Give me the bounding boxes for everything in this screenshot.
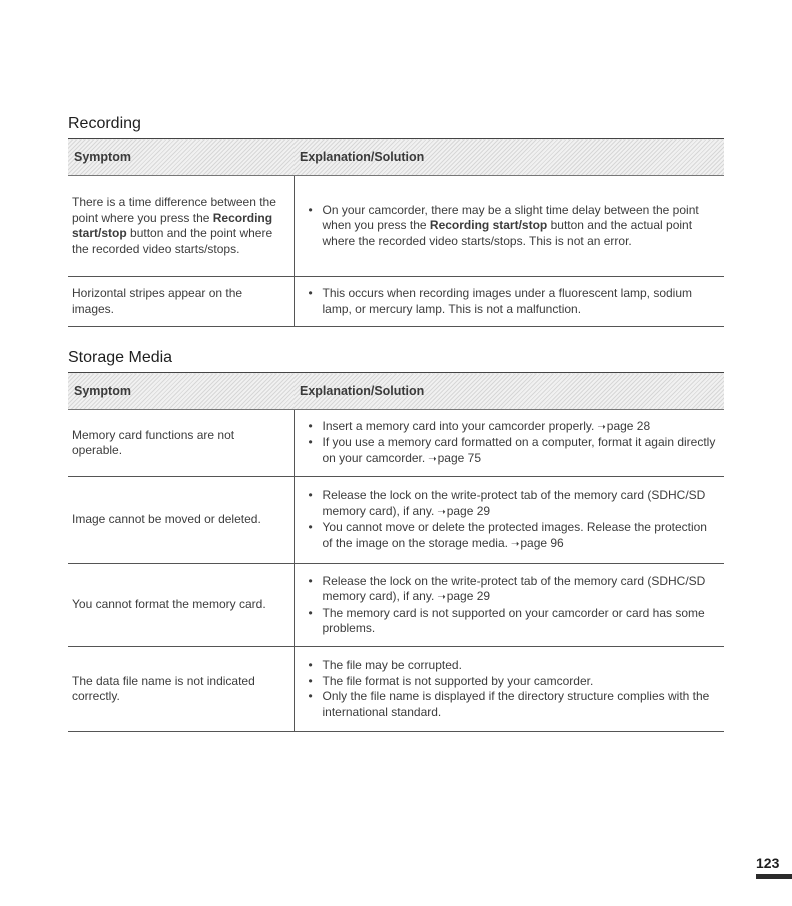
table-row — [68, 477, 724, 564]
bullet-text: Release the lock on the write-protect tab of the memory card (SDHC/SD memory card), if any. — [322, 573, 706, 603]
explanation-bullet: • Only the file name is displayed if the directory structure complies with the international standard. — [307, 689, 719, 720]
explanation-header: Explanation/Solution — [294, 139, 724, 176]
table-header-row — [68, 373, 724, 410]
page-number-bar — [756, 874, 792, 879]
table-row — [68, 277, 724, 327]
page-number: 123 — [756, 855, 780, 871]
page-reference: ➝ page 29 — [434, 589, 490, 603]
symptom-cell: Image cannot be moved or deleted. — [68, 477, 294, 564]
explanation-bullet — [307, 203, 719, 250]
explanation-cell — [294, 477, 724, 564]
section-title-recording: Recording — [68, 115, 141, 132]
bullet-text: On your camcorder, there may be a slight time delay between the point when you press the — [322, 202, 699, 233]
explanation-bullet: • The memory card is not supported on your camcorder or card has some problems. — [307, 606, 719, 637]
page-reference: ➝ page 75 — [425, 451, 481, 465]
bullet-text: Release the lock on the write-protect tab of the memory card (SDHC/SD memory card), if any. — [322, 488, 706, 518]
explanation-bullet — [307, 435, 719, 467]
storage-media-table — [68, 372, 724, 732]
bullet-text: button and the actual point where the recorded video starts/stops. This is not an error. — [322, 218, 693, 248]
symptom-cell — [68, 176, 294, 277]
explanation-cell — [294, 647, 724, 732]
page-reference: ➝ page 28 — [594, 419, 650, 433]
table-header-row — [68, 139, 724, 176]
symptom-header: Symptom — [68, 373, 294, 410]
symptom-cell: You cannot format the memory card. — [68, 564, 294, 647]
bullet-text: If you use a memory card formatted on a computer, format it again directly on your camcorder. — [322, 435, 716, 465]
explanation-bullet — [307, 488, 719, 520]
page-reference: ➝ page 96 — [508, 536, 564, 550]
explanation-cell — [294, 176, 724, 277]
table-row — [68, 564, 724, 647]
symptom-cell: Memory card functions are not operable. — [68, 410, 294, 477]
explanation-bullet — [307, 574, 719, 606]
explanation-bullet: • The file may be corrupted. — [307, 658, 719, 674]
bullet-bold-text: Recording start/stop — [429, 218, 548, 233]
explanation-bullet: • The file format is not supported by your camcorder. — [307, 674, 719, 690]
symptom-bold-text: Recording start/stop — [72, 210, 273, 240]
table-row — [68, 176, 724, 277]
explanation-bullet — [307, 520, 719, 552]
explanation-bullet: • This occurs when recording images under a fluorescent lamp, sodium lamp, or mercury lamp. This is not a malfunction. — [307, 286, 719, 317]
explanation-cell — [294, 564, 724, 647]
recording-table — [68, 138, 724, 327]
explanation-header: Explanation/Solution — [294, 373, 724, 410]
table-row — [68, 410, 724, 477]
symptom-cell: Horizontal stripes appear on the images. — [68, 277, 294, 327]
explanation-cell — [294, 410, 724, 477]
explanation-cell — [294, 277, 724, 327]
bullet-text: You cannot move or delete the protected images. Release the protection of the image on the storage media. — [322, 520, 707, 550]
table-row — [68, 647, 724, 732]
symptom-text: There is a time difference between the point where you press the — [72, 195, 276, 225]
bullet-text: Insert a memory card into your camcorder properly. — [322, 418, 595, 433]
section-title-storage-media: Storage Media — [68, 349, 173, 366]
explanation-bullet — [307, 419, 719, 436]
symptom-header: Symptom — [68, 139, 294, 176]
symptom-cell: The data file name is not indicated correctly. — [68, 647, 294, 732]
page-reference: ➝ page 29 — [434, 504, 490, 518]
symptom-text: button and the point where the recorded video starts/stops. — [72, 226, 273, 256]
